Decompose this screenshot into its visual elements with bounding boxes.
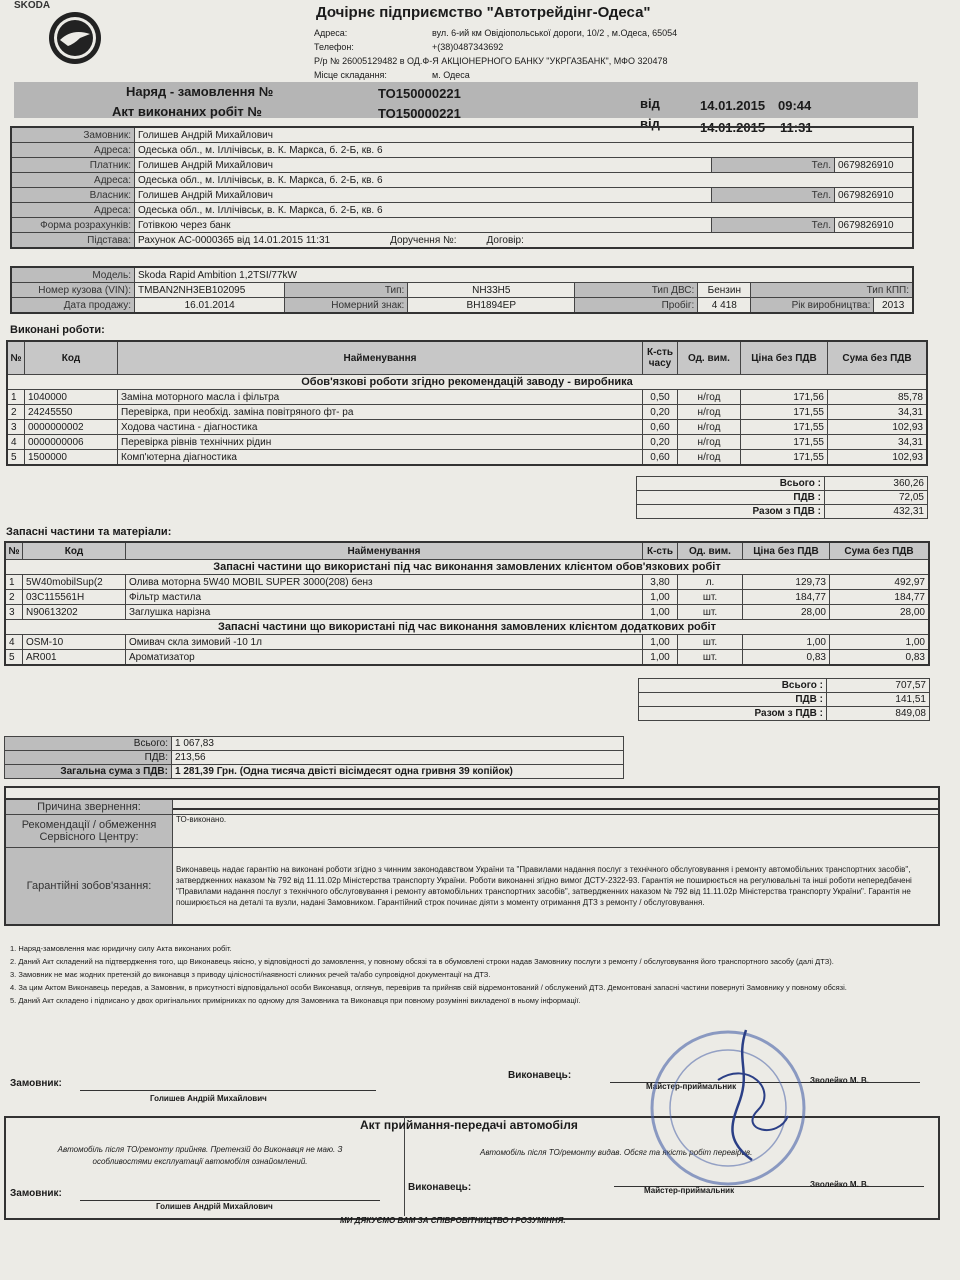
- table-row: 5 AR001 Ароматизатор 1,00 шт. 0,83 0,83: [5, 650, 929, 666]
- table-row: 1 1040000 Заміна моторного масла і фільтра 0,50 н/год 171,56 85,78: [7, 390, 927, 405]
- order-label: Наряд - замовлення №: [126, 84, 274, 99]
- order-number: ТО150000221: [378, 86, 461, 101]
- brand-text: SKODA: [14, 0, 51, 11]
- works-table: № Код Найменування К-сть часу Од. вим. Ціна без ПДВ Сума без ПДВ Обов'язкові роботи згідно рекомендацій заводу - виробника 1 1040000 Заміна моторного масла і фільтра 0,50 н/год 171,56 85,78 2 24245550 Перевірка, при необхід. заміна повітряного фт- ра 0,20 н/год 171,55 34,31 3 0000000002 Ходова частина - діагностика 0,60 н/год 171,55 102,93 4 0000000006 Перевірка рівнів технічних рідин 0,20 н/год 171,55 34,31 5 1500000 Комп'ютерна діагностика 0,60 н/год 171,55 102,93: [6, 340, 928, 466]
- table-row: 1 5W40mobilSup(2 Олива моторна 5W40 MOBIL SUPER 3000(208) бенз 3,80 л. 129,73 492,97: [5, 575, 929, 590]
- transfer-master-role: Майстер-приймальник: [644, 1186, 735, 1195]
- act-from: від: [640, 116, 660, 131]
- transfer-executor-label: Виконавець:: [408, 1182, 472, 1193]
- grand-total-sum: 1 281,39 Грн. (Одна тисяча двісті вісімдесят одна гривня 39 копійок): [172, 765, 624, 779]
- order-from: від: [640, 96, 660, 111]
- works-totals: Всього : 360,26 ПДВ : 72,05 Разом з ПДВ : 432,31: [636, 476, 928, 519]
- transfer-customer-label: Замовник:: [10, 1188, 62, 1199]
- customer-sign-label: Замовник:: [10, 1078, 62, 1089]
- customer-sign-name: Голишев Андрій Михайлович: [150, 1094, 267, 1103]
- skoda-logo-icon: [40, 10, 110, 66]
- company-name: Дочірнє підприємство "Автотрейдінг-Одеса": [316, 4, 651, 21]
- remarks-block: Причина звернення: Рекомендації / обмеження Сервісного Центру: ТО-виконано. Гарантійні зобов'язання: Виконавець надає гарантію на виконані роботи згідно з чинним законодавством України та "Правилами надання послуг з технічного обслуговування і ремонту автомобільних транспортних засобів", затвердженних наказом № 792 від 11.11.02р Міністерства транспорту України. Роботи виконанні згідно вимог ДСТУ-2322-93. Гарантія не поширюється на регулювальні та інші роботи непередбачені "Правилами надання послуг з технічного обслуговування і ремонту автомобільних транспортних засобів", затвердженних наказом № 792 від 11.11.02р Міністерства транспорту України". Гарантія не поширюється на деталі та вузли, надані Замовником. Гарантійний строк починає діяти з моменту отримання ДТЗ з ремонту / обслуговування.: [4, 798, 940, 926]
- order-date: 14.01.2015: [700, 98, 766, 113]
- works-title: Виконані роботи:: [10, 324, 105, 336]
- table-row: 5 1500000 Комп'ютерна діагностика 0,60 н/год 171,55 102,93: [7, 450, 927, 466]
- table-row: 2 03C115561H Фільтр мастила 1,00 шт. 184,77 184,77: [5, 590, 929, 605]
- parts-title: Запасні частини та матеріали:: [6, 526, 172, 538]
- parts-totals: Всього : 707,57 ПДВ : 141,51 Разом з ПДВ : 849,08: [638, 678, 930, 721]
- company-info: Адреса: вул. 6-ий км Овідіопольської дороги, 10/2 , м.Одеса, 65054 Телефон: +(38)0487343692 Р/р № 26005129482 в ОД.Ф-Я АКЦІОНЕРНОГО БАНКУ "УКРГАЗБАНК", МФО 320478 Місце складання: м. Одеса: [314, 28, 678, 80]
- act-date: 14.01.2015: [700, 120, 766, 135]
- table-row: 4 OSM-10 Омивач скла зимовий -10 1л 1,00 шт. 1,00 1,00: [5, 635, 929, 650]
- table-row: 3 0000000002 Ходова частина - діагностика 0,60 н/год 171,55 102,93: [7, 420, 927, 435]
- grand-totals: Всього: 1 067,83 ПДВ: 213,56 Загальна сума з ПДВ: 1 281,39 Грн. (Одна тисяча двісті вісімдесят одна гривня 39 копійок): [4, 736, 624, 779]
- master-role: Майстер-приймальник: [646, 1082, 737, 1091]
- act-number: ТО150000221: [378, 106, 461, 121]
- executor-sign-label: Виконавець:: [508, 1070, 572, 1081]
- transfer-title: Акт приймання-передачі автомобіля: [360, 1118, 578, 1132]
- transfer-master-name: Зволейко М. В.: [810, 1180, 869, 1189]
- warranty-text: Виконавець надає гарантію на виконані роботи згідно з чинним законодавством України та "Правилами надання послуг з технічного обслуговування і ремонту автомобільних транспортних засобів", затвердженних наказом № 792 від 11.11.02р Міністерства транспорту України. Роботи виконанні згідно вимог ДСТУ-2322-93. Гарантія не поширюється на регулювальні та інші роботи непередбачені "Правилами надання послуг з технічного обслуговування і ремонту автомобільних транспортних засобів", затвердженних наказом № 792 від 11.11.02р Міністерства транспорту України". Гарантія не поширюється на деталі та вузли, надані Замовником. Гарантійний строк починає діяти з моменту отримання ДТЗ з ремонту / обслуговування.: [173, 848, 940, 926]
- notes: 1. Наряд-замовлення має юридичну силу Акта виконаних робіт. 2. Даний Акт складений на підтвердження того, що Виконавець якісно, у відповідності до замовлення, у повному обсязі та в обумовлені строки надав Замовнику послуги з ремонту / обслуговування його транспортного засобу (далі ДТЗ). 3. Замовник не має жодних претензій до виконавця з приводу цілісності/наявності сликних речей та/або супровідної документації на ДТЗ. 4. За цим Актом Виконавець передав, а Замовник, в присутності відповідальної особи Виконавця, оглянув, перевірив та прийняв свій відремонтований / обслужений ДТЗ. Демонтовані запасні частини повернуті Замовнику у повному обсязі. 5. Даний Акт складено і підписано у двох оригінальних примірниках по одному для Замовника та Виконавця при повному розумінні викладеної в ньому інформації.: [10, 944, 847, 1005]
- transfer-left-text: Автомобіль після ТО/ремонту прийняв. Претензій до Виконавця не маю. З особливостями експлуатації автомобіля ознайомлений.: [57, 1145, 343, 1166]
- transfer-customer-name: Голишев Андрій Михайлович: [156, 1202, 273, 1211]
- works-group: Обов'язкові роботи згідно рекомендацій заводу - виробника: [7, 375, 927, 390]
- act-label: Акт виконаних робіт №: [112, 104, 262, 119]
- table-row: 4 0000000006 Перевірка рівнів технічних рідин 0,20 н/год 171,55 34,31: [7, 435, 927, 450]
- parts-group-mandatory: Запасні частини що використані під час виконання замовлених клієнтом обов'язкових робіт: [5, 560, 929, 575]
- table-row: 2 24245550 Перевірка, при необхід. заміна повітряного фт- ра 0,20 н/год 171,55 34,31: [7, 405, 927, 420]
- table-row: 3 N90613202 Заглушка нарізна 1,00 шт. 28,00 28,00: [5, 605, 929, 620]
- company-stamp-icon: [628, 1020, 818, 1190]
- transfer-right-text: Автомобіль після ТО/ремонту видав. Обсяг та якість робіт перевірив.: [480, 1148, 753, 1157]
- client-block: Замовник: Голишев Андрій Михайлович Адреса: Одеська обл., м. Іллічівськ, в. К. Маркса, б. 2-Б, кв. 6 Платник: Голишев Андрій Михайлович Тел. 0679826910 Адреса: Одеська обл., м. Іллічівськ, в. К. Маркса, б. 2-Б, кв. 6 Власник: Голишев Андрій Михайлович Тел. 0679826910 Адреса: Одеська обл., м. Іллічівськ, в. К. Маркса, б. 2-Б, кв. 6 Форма розрахунків: Готівкою через банк Тел. 0679826910 Підстава: Рахунок АС-0000365 від 14.01.2015 11:31 Доручення №: Договір:: [10, 126, 914, 249]
- parts-table: № Код Найменування К-сть Од. вим. Ціна без ПДВ Сума без ПДВ Запасні частини що використані під час виконання замовлених клієнтом обов'язкових робіт 1 5W40mobilSup(2 Олива моторна 5W40 MOBIL SUPER 3000(208) бенз 3,80 л. 129,73 492,97 2 03C115561H Фільтр мастила 1,00 шт. 184,77 184,77 3 N90613202 Заглушка нарізна 1,00 шт. 28,00 28,00 Запасні частини що використані під час виконання замовлених клієнтом додаткових робіт 4 OSM-10 Омивач скла зимовий -10 1л 1,00 шт. 1,00 1,00 5 AR001 Ароматизатор 1,00 шт. 0,83 0,83: [4, 541, 930, 666]
- thanks-line: МИ ДЯКУЄМО ВАМ ЗА СПІВРОБІТНИЦТВО І РОЗУМІННЯ.: [340, 1216, 566, 1225]
- act-time: 11:31: [780, 120, 813, 135]
- customer-name: Голишев Андрій Михайлович: [135, 127, 914, 143]
- car-block: Модель: Skoda Rapid Ambition 1,2TSI/77kW Номер кузова (VIN): TMBAN2NH3EB102095 Тип: NH33H5 Тип ДВС: Бензин Тип КПП: Дата продажу: 16.01.2014 Номерний знак: ВН1894ЕР Пробіг: 4 418 Рік виробництва: 2013: [10, 266, 914, 314]
- master-name: Зволейко М. В.: [810, 1076, 869, 1085]
- parts-group-additional: Запасні частини що використані під час виконання замовлених клієнтом додаткових робіт: [5, 620, 929, 635]
- order-time: 09:44: [778, 98, 812, 113]
